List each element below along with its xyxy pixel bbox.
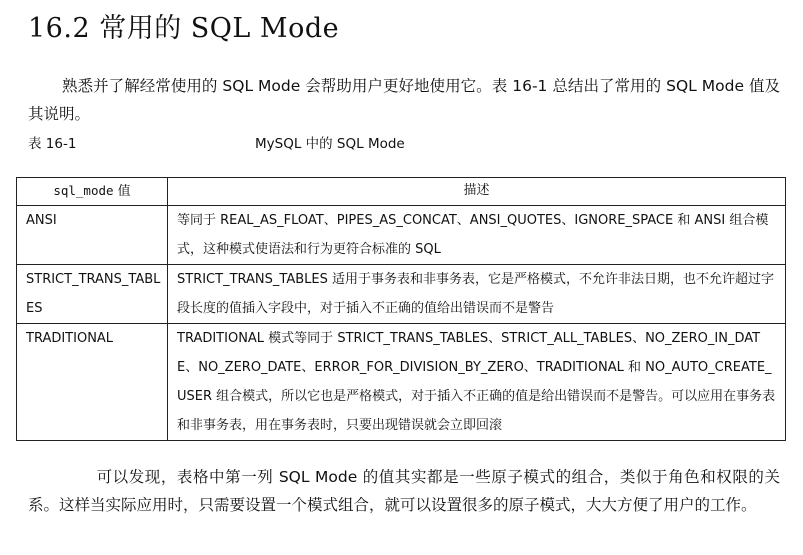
header-mode [17,178,168,206]
table-row [17,265,786,324]
header-mode-suffix: 值 [113,184,131,199]
description-cell [168,265,786,324]
mode-value: STRICT_TRANS_TABLES [26,272,161,316]
description-cell [168,206,786,265]
table-caption-title: MySQL 中的 SQL Mode [255,136,405,152]
description-value: 等同于 REAL_AS_FLOAT、PIPES_AS_CONCAT、ANSI_QUOTES、IGNORE_SPACE 和 ANSI 组合模式，这种模式使语法和行为更符合标准的 SQL [177,213,769,257]
mode-cell [17,324,168,441]
mode-value: TRADITIONAL [26,331,114,346]
section-title: 16.2 常用的 SQL Mode [28,13,340,44]
description-value: STRICT_TRANS_TABLES 适用于事务表和非事务表，它是严格模式，不允许非法日期，也不允许超过字段长度的值插入字段中，对于插入不正确的值给出错误而不是警告 [177,272,774,316]
header-mode-prefix: sql_mode [53,183,114,198]
intro-text: 熟悉并了解经常使用的 SQL Mode 会帮助用户更好地使用它。表 16-1 总结出了常用的 SQL Mode 值及其说明。 [28,77,780,123]
description-value: TRADITIONAL 模式等同于 STRICT_TRANS_TABLES、STRICT_ALL_TABLES、NO_ZERO_IN_DATE、NO_ZERO_DATE、ERROR_FOR_DIVISION_BY_ZERO、TRADITIONAL 和 NO_AUTO_CREATE_USER 组合模式，所以它也是严格模式，对于插入不正确的值是给出错误而不是警告。可以应用在事务表和非事务表，用在事务表时，只要出现错误就会立即回滚 [177,331,776,433]
mode-value: ANSI [26,213,57,228]
mode-cell [17,265,168,324]
table-row [17,324,786,441]
intro-paragraph [28,72,780,128]
header-description: 描述 [168,178,786,206]
table-header-row [17,178,786,206]
outro-paragraph [28,463,780,519]
description-cell [168,324,786,441]
mode-cell [17,206,168,265]
sql-mode-table [16,177,786,441]
table-caption-label: 表 16-1 [28,136,77,152]
outro-text: 可以发现，表格中第一列 SQL Mode 的值其实都是一些原子模式的组合，类似于角色和权限的关系。这样当实际应用时，只需要设置一个模式组合，就可以设置很多的原子模式，大大方便了用户的工作。 [28,468,780,514]
table-row [17,206,786,265]
